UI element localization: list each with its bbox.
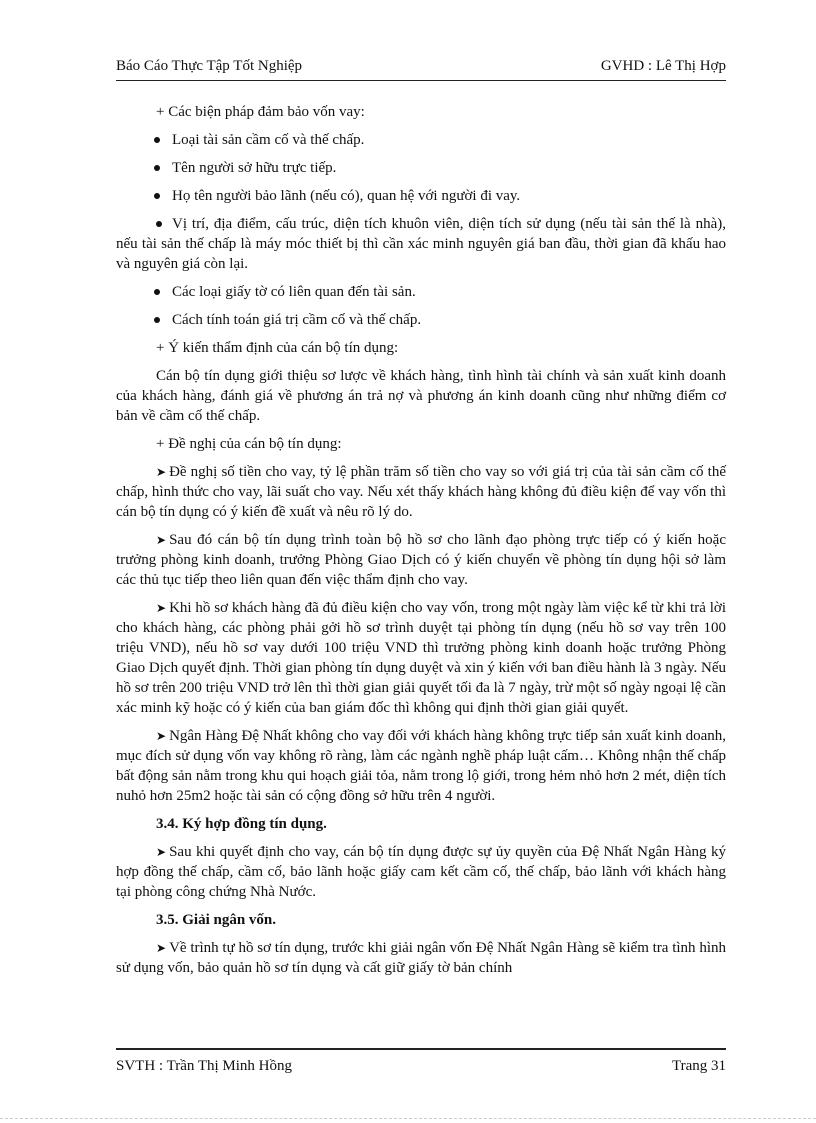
paragraph: + Các biện pháp đảm bảo vốn vay: (156, 104, 365, 120)
arrow-bullet-icon: ➤ (156, 465, 167, 479)
page-header (116, 58, 726, 81)
list-item: Loại tài sản cầm cố và thế chấp. (154, 130, 726, 150)
arrow-bullet-icon: ➤ (156, 845, 167, 859)
bullet-icon (154, 165, 160, 171)
arrow-paragraph: ➤ Sau khi quyết định cho vay, cán bộ tín dụng được sự ủy quyền của Đệ Nhất Ngân Hàng ký hợp đồng thế chấp, cầm cố, bảo lãnh hoặc giấy cam kết cầm cố, thế chấp, bảo lãnh với khách hàng tại phòng công chứng Nhà Nước. (116, 844, 726, 900)
arrow-paragraph: ➤ Về trình tự hồ sơ tín dụng, trước khi giải ngân vốn Đệ Nhất Ngân Hàng sẽ kiểm tra tình hình sử dụng vốn, bảo quản hồ sơ tín dụng và cất giữ giấy tờ bản chính (116, 940, 726, 976)
list-item-wrapped: Vị trí, địa điểm, cấu trúc, diện tích khuôn viên, diện tích sử dụng (nếu tài sản thế là nhà), nếu tài sản thế chấp là máy móc thiết bị thì cần xác minh nguyên giá ban đầu, thời gian đã khấu hao và nguyên giá còn lại. (116, 216, 726, 272)
arrow-bullet-icon: ➤ (156, 533, 167, 547)
arrow-bullet-icon: ➤ (156, 729, 167, 743)
arrow-bullet-icon: ➤ (156, 941, 167, 955)
list-item: Tên người sở hữu trực tiếp. (154, 158, 726, 178)
bullet-icon (156, 221, 162, 227)
page-number: Trang 31 (671, 1058, 726, 1074)
bullet-icon (154, 193, 160, 199)
section-heading: 3.4. Ký hợp đồng tín dụng. (156, 816, 327, 832)
list-item: Các loại giấy tờ có liên quan đến tài sản. (154, 282, 726, 302)
paragraph: + Ý kiến thẩm định của cán bộ tín dụng: (156, 340, 399, 356)
page-footer (116, 1048, 726, 1082)
arrow-paragraph: ➤ Sau đó cán bộ tín dụng trình toàn bộ hồ sơ cho lãnh đạo phòng trực tiếp có ý kiến hoặc trưởng phòng kinh doanh, trưởng Phòng Giao Dịch có ý kiến chuyển về phòng tín dụng hội sở làm các thủ tục tiếp theo liên quan đến việc thẩm định cho vay. (116, 532, 726, 588)
paragraph: + Đề nghị của cán bộ tín dụng: (156, 436, 342, 452)
student-name: SVTH : Trần Thị Minh Hồng (116, 1058, 293, 1074)
document-body (116, 102, 726, 986)
paragraph: Cán bộ tín dụng giới thiệu sơ lược về khách hàng, tình hình tài chính và sản xuất kinh doanh của khách hàng, đánh giá về phương án trả nợ và phương án kinh doanh cũng như những điểm cơ bản về cầm cố thế chấp. (116, 368, 726, 424)
arrow-paragraph: ➤ Đề nghị số tiền cho vay, tỷ lệ phần trăm số tiền cho vay so với giá trị của tài sản cầm cố thế chấp, hình thức cho vay, lãi suất cho vay. Nếu xét thấy khách hàng không đủ điều kiện để vay vốn thì cán bộ tín dụng có ý kiến đề xuất và nêu rõ lý do. (116, 464, 726, 520)
arrow-paragraph: ➤ Khi hồ sơ khách hàng đã đủ điều kiện cho vay vốn, trong một ngày làm việc kể từ khi trả lời cho khách hàng, các phòng phải gởi hồ sơ trình duyệt tại phòng tín dụng (nếu hồ sơ vay trên 100 triệu VND), nếu hồ sơ vay dưới 100 triệu VND thì trưởng phòng kinh doanh hoặc trưởng Phòng Giao Dịch quyết định. Thời gian phòng tín dụng duyệt và xin ý kiến với ban điều hành là 3 ngày. Nếu hồ sơ trên 200 triệu VND trở lên thì thời gian giải quyết tối đa là 7 ngày, trừ một số ngày ngoại lệ cần xác minh kỹ hoặc có ý kiến của ban giám đốc thì không qui định thời gian giải quyết. (116, 600, 726, 716)
report-title: Báo Cáo Thực Tập Tốt Nghiệp (116, 58, 303, 74)
bullet-icon (154, 289, 160, 295)
bullet-icon (154, 317, 160, 323)
advisor-name: GVHD : Lê Thị Hợp (600, 58, 726, 74)
list-item: Cách tính toán giá trị cầm cố và thế chấp. (154, 310, 726, 330)
arrow-paragraph: ➤ Ngân Hàng Đệ Nhất không cho vay đối với khách hàng không trực tiếp sản xuất kinh doanh, mục đích sử dụng vốn vay không rõ ràng, làm các ngành nghề pháp luật cấm… Không nhận thế chấp bất động sản nằm trong khu qui hoạch giải tỏa, nằm trong lộ giới, trong hẻm nhỏ hơn 2 mét, diện tích nuhỏ hơn 25m2 hoặc tài sản có cộng đồng sở hữu trên 4 người. (116, 728, 726, 804)
list-item: Họ tên người bảo lãnh (nếu có), quan hệ với người đi vay. (154, 186, 726, 206)
arrow-bullet-icon: ➤ (156, 601, 167, 615)
page-boundary (0, 1118, 816, 1119)
section-heading: 3.5. Giải ngân vốn. (156, 912, 277, 928)
bullet-icon (154, 137, 160, 143)
